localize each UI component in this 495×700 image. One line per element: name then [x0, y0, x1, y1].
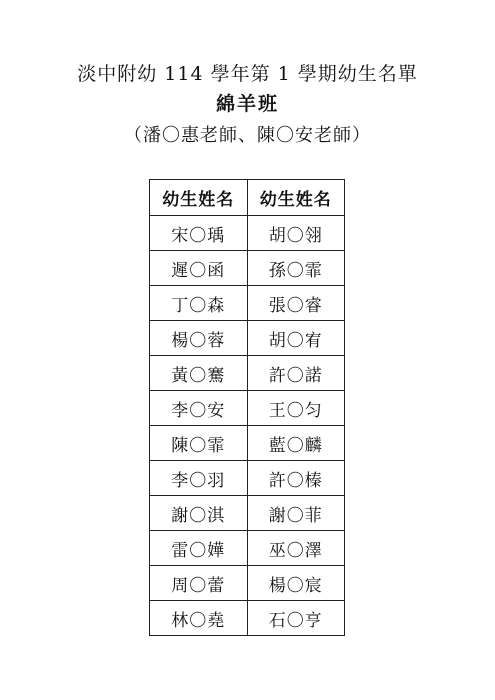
student-name: 張〇睿	[247, 286, 345, 321]
column-header: 幼生姓名	[247, 180, 345, 216]
table-row	[150, 216, 345, 251]
table-row	[150, 356, 345, 391]
table-row	[150, 461, 345, 496]
class-name: 綿羊班	[215, 93, 279, 115]
student-name: 林〇堯	[150, 601, 248, 636]
student-roster-table	[149, 179, 345, 636]
teacher-names: （潘〇惠老師、陳〇安老師）	[124, 125, 371, 146]
document-title: 淡中附幼 114 學年第 1 學期幼生名單	[77, 63, 418, 85]
student-name: 巫〇澤	[247, 531, 345, 566]
student-name: 陳〇霏	[150, 426, 248, 461]
table-row	[150, 321, 345, 356]
student-name: 胡〇翎	[247, 216, 345, 251]
table-row	[150, 601, 345, 636]
table-row	[150, 426, 345, 461]
student-name: 黃〇騫	[150, 356, 248, 391]
table-header-row	[150, 180, 345, 216]
student-name: 李〇羽	[150, 461, 248, 496]
student-name: 宋〇瑀	[150, 216, 248, 251]
table-row	[150, 391, 345, 426]
student-name: 雷〇嬅	[150, 531, 248, 566]
student-name: 石〇亨	[247, 601, 345, 636]
student-name: 丁〇森	[150, 286, 248, 321]
table-row	[150, 531, 345, 566]
table-row	[150, 251, 345, 286]
student-name: 王〇匀	[247, 391, 345, 426]
table-row	[150, 566, 345, 601]
column-header: 幼生姓名	[150, 180, 248, 216]
student-name: 許〇榛	[247, 461, 345, 496]
student-name: 藍〇麟	[247, 426, 345, 461]
student-name: 許〇諾	[247, 356, 345, 391]
student-name: 胡〇宥	[247, 321, 345, 356]
student-name: 遲〇函	[150, 251, 248, 286]
student-name: 謝〇菲	[247, 496, 345, 531]
student-name: 謝〇淇	[150, 496, 248, 531]
table-row	[150, 286, 345, 321]
student-name: 孫〇霏	[247, 251, 345, 286]
student-name: 楊〇蓉	[150, 321, 248, 356]
student-name: 楊〇宸	[247, 566, 345, 601]
table-row	[150, 496, 345, 531]
student-name: 周〇蕾	[150, 566, 248, 601]
student-name: 李〇安	[150, 391, 248, 426]
